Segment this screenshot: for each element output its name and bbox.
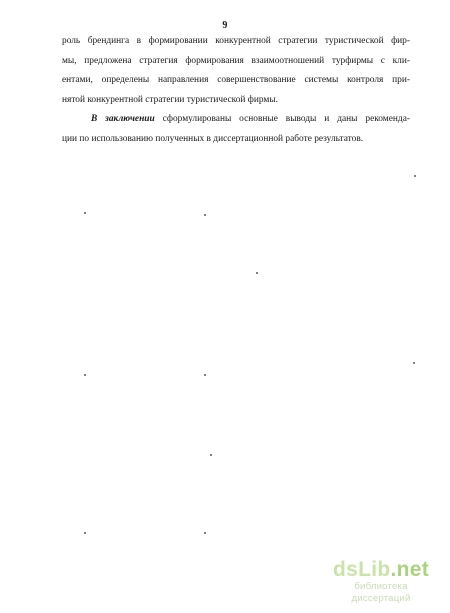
paragraph-1-line-1: роль брендинга в формировании конкурентной стратегии туристической фир- [62,36,410,46]
paragraph-1-line-4: нятой конкурентной стратегии туристической фирмы. [62,94,278,105]
paragraph-1 [62,32,410,110]
scan-speck [204,374,206,376]
scan-speck [256,272,258,274]
watermark-logo-main: dsLib [332,558,391,581]
scan-speck [210,454,212,456]
paragraph-2-line-2: ции по использованию полученных в диссертационной работе результатов. [62,133,364,144]
scan-speck [84,532,86,534]
paragraph-1-line-2: мы, предложена стратегия формирования взаимоотношений турфирмы с кли- [62,55,410,66]
scan-speck [204,532,206,534]
paragraph-1-line-3: ентами, определены направления совершенствование системы контроля при- [62,75,410,86]
paragraph-2-line-1-rest: сформулированы основные выводы и даны рекоменда- [154,114,410,124]
paragraph-2-line-1 [62,110,410,130]
watermark-subtitle: библиотека диссертаций [351,581,411,604]
scan-speck [204,214,206,216]
watermark-logo-accent: .net [390,558,430,581]
page-number: 9 [222,20,228,31]
watermark [326,559,436,605]
scan-speck [414,175,416,177]
scan-speck [84,212,86,214]
watermark-logo [326,559,436,581]
paragraph-2 [62,110,410,149]
scan-speck [413,362,415,364]
conclusion-emphasis: В заключении [91,114,155,124]
scan-speck [84,374,86,376]
